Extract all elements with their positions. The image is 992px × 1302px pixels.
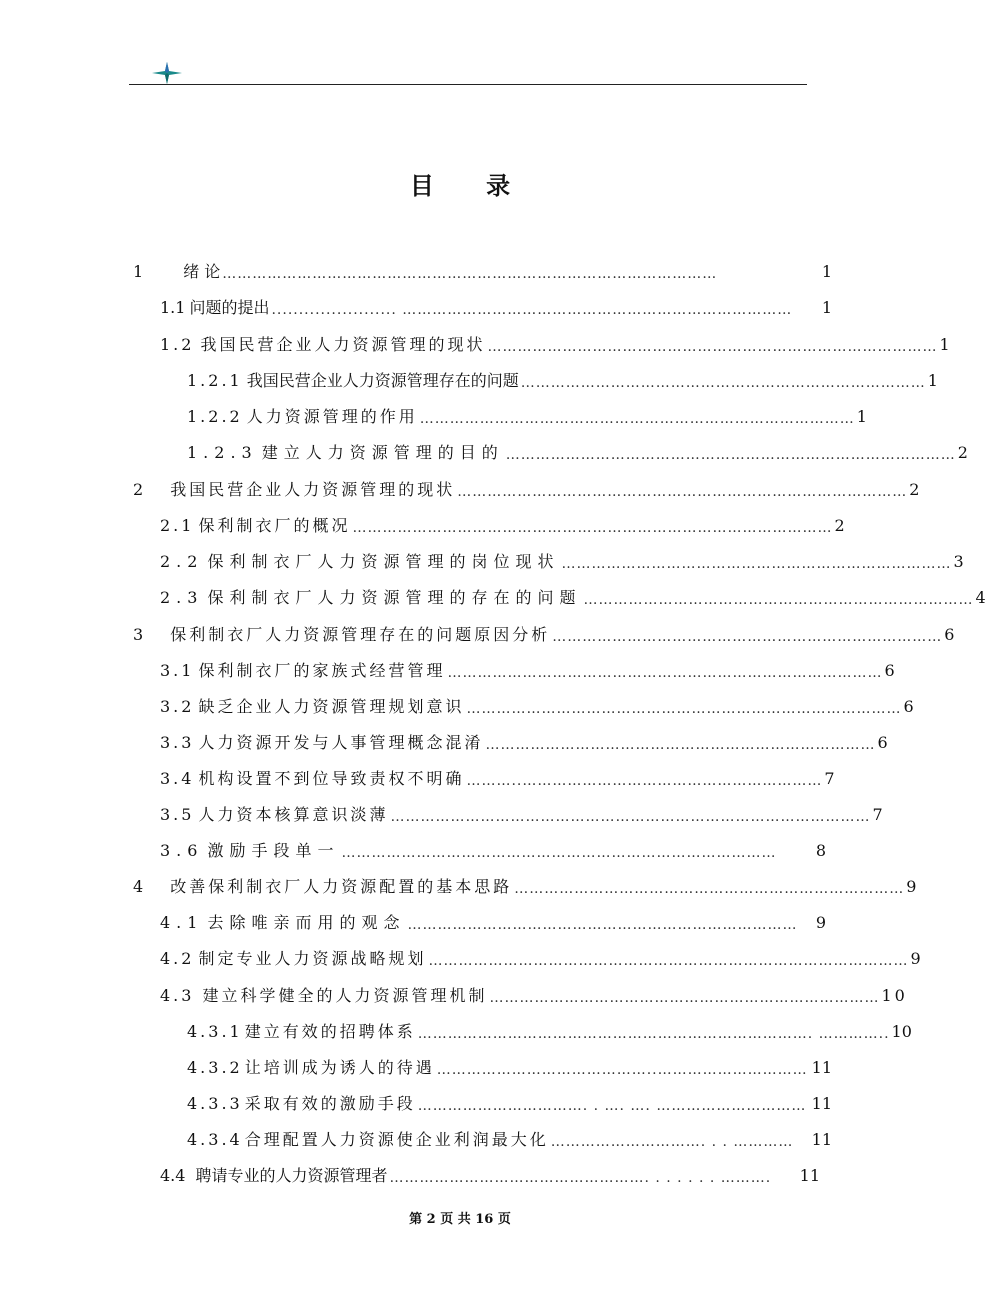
toc-label: 改善保利制衣厂人力资源配置的基本思路	[170, 877, 513, 896]
toc-entry[interactable]	[160, 295, 832, 321]
toc-entry[interactable]	[160, 983, 908, 1009]
toc-number: 2.2	[160, 552, 204, 571]
toc-leader: ………..……………………………………………………	[466, 773, 823, 789]
toc-leader: ………………………………………………………………………………	[505, 447, 956, 463]
toc-number: 4.2	[160, 949, 195, 968]
toc-leader: ……………………………………..…………………………	[436, 1062, 808, 1078]
toc-label: 问题的提出	[189, 298, 270, 317]
toc-entry[interactable]	[160, 766, 838, 792]
toc-leader: ……………………………………………………………………	[583, 592, 974, 608]
toc-page: 10	[891, 1022, 912, 1041]
toc-entry[interactable]	[133, 477, 923, 503]
toc-leader: ……………………………………………………………………	[552, 629, 943, 645]
toc-entry[interactable]	[187, 1091, 832, 1117]
toc-label: 保利制衣厂人力资源管理存在的问题原因分析	[170, 625, 551, 644]
toc-label: 让培训成为诱人的待遇	[244, 1058, 435, 1077]
toc-page: 8	[815, 841, 832, 860]
toc-page: 11	[811, 1130, 832, 1149]
toc-entry[interactable]	[160, 1163, 820, 1189]
toc-number: 1.2.1	[187, 371, 243, 390]
toc-number: 3.5	[160, 805, 195, 824]
toc-leader: ………………………………………………………………………………	[487, 339, 938, 355]
toc-entry[interactable]	[160, 946, 924, 972]
toc-page: 2	[834, 516, 848, 535]
toc-leader: ……………………………………………………………………	[489, 990, 880, 1006]
toc-label: 激励手段单一	[207, 841, 340, 860]
toc-page: 6	[877, 733, 891, 752]
toc-entry[interactable]	[160, 549, 970, 575]
toc-number: 2.1	[160, 516, 195, 535]
toc-label: 去除唯亲而用的观念	[207, 913, 406, 932]
toc-entry[interactable]	[160, 332, 953, 358]
toc-page: 2	[957, 443, 974, 462]
toc-number: 4.3.3	[187, 1094, 243, 1113]
toc-number: 1.1	[160, 298, 186, 317]
toc-number: 3	[133, 625, 147, 644]
toc-label: 我国民营企业人力资源管理的现状	[200, 335, 486, 354]
toc-entry[interactable]	[160, 513, 848, 539]
toc-page: 1	[856, 407, 867, 426]
toc-number: 1	[133, 262, 144, 281]
toc-number: 3.1	[160, 661, 195, 680]
toc-leader: ……………………………………………………………………	[561, 556, 952, 572]
toc-label: 建立科学健全的人力资源管理机制	[202, 986, 488, 1005]
toc-leader: ....................... ……………………………………………………………………	[271, 302, 793, 318]
toc-entry[interactable]	[187, 1019, 912, 1045]
toc-page: 1	[939, 335, 953, 354]
toc-entry[interactable]	[187, 404, 867, 430]
toc-label: 保利制衣厂人力资源管理的岗位现状	[207, 552, 560, 571]
toc-leader: ……………………………………………………………………………	[419, 411, 855, 427]
toc-number: 2	[133, 480, 147, 499]
toc-entry[interactable]	[160, 730, 891, 756]
toc-entry[interactable]	[133, 874, 920, 900]
toc-leader: ……………………………………………. . . . . . . ……….	[389, 1170, 772, 1186]
toc-leader: ……………………………………………………………………	[514, 881, 905, 897]
toc-label: 人力资本核算意识淡薄	[198, 805, 389, 824]
toc-leader: ……………………………………………………………………………………	[352, 520, 833, 536]
toc-entry[interactable]	[160, 658, 898, 684]
toc-entry[interactable]	[187, 1127, 832, 1153]
toc-leader: ……………………………………………………………………………	[466, 701, 902, 717]
toc-leader: ……………………………………………………………………………………	[390, 809, 871, 825]
toc-number: 1.2.2	[187, 407, 243, 426]
toc-page: 7	[824, 769, 838, 788]
toc-label: 保利制衣厂人力资源管理的存在的问题	[207, 588, 582, 607]
toc-page: 6	[903, 697, 917, 716]
toc-entry[interactable]	[133, 622, 958, 648]
page-title: 目 录	[409, 172, 533, 200]
toc-leader: ……………………………………………………………………………………	[428, 953, 909, 969]
toc-number: 3.6	[160, 841, 204, 860]
toc-label: 机构设置不到位导致责权不明确	[198, 769, 465, 788]
toc-number: 4.3.4	[187, 1130, 243, 1149]
toc-leader: ………………………………………………………………………………	[457, 484, 908, 500]
toc-page: 9	[815, 913, 832, 932]
toc-page: 10	[881, 986, 908, 1005]
toc-entry[interactable]	[133, 259, 832, 285]
toc-leader: …………………………. . . …………	[550, 1134, 794, 1150]
toc-number: 4.1	[160, 913, 204, 932]
toc-number: 3.4	[160, 769, 195, 788]
toc-entry[interactable]	[160, 802, 886, 828]
toc-label: 聘请专业的人力资源管理者	[195, 1166, 388, 1185]
toc-page: 11	[811, 1094, 832, 1113]
toc-page: 1	[927, 371, 938, 390]
toc-number: 4	[133, 877, 147, 896]
toc-page: 11	[811, 1058, 832, 1077]
toc-label: 人力资源开发与人事管理概念混淆	[198, 733, 484, 752]
toc-leader: ………………………………………………………………………………………	[222, 266, 718, 282]
toc-number: 1.2	[160, 335, 195, 354]
page-footer: 第 2 页 共 16 页	[409, 1212, 511, 1227]
toc-page: 4	[975, 588, 992, 607]
toc-leader: ……………………………………………………………………………	[447, 665, 883, 681]
toc-leader: ……………………………………………………………………	[407, 917, 798, 933]
toc-leader: ……………………………………………………………………………	[341, 845, 777, 861]
toc-label: 建立人力资源管理的目的	[261, 443, 504, 462]
toc-leader: ……………………………. . …. …. …………………………	[417, 1098, 807, 1114]
toc-number: 3.3	[160, 733, 195, 752]
toc-page: 9	[906, 877, 920, 896]
toc-page: 9	[910, 949, 924, 968]
toc-number: 4.3	[160, 986, 195, 1005]
toc-label: 建立有效的招聘体系	[244, 1022, 416, 1041]
toc-leader: ……………………………………………………………………	[485, 737, 876, 753]
toc-page: 1	[821, 298, 832, 317]
toc-page: 2	[909, 480, 923, 499]
toc-label: 我国民营企业人力资源管理存在的问题	[246, 371, 519, 390]
toc-entry[interactable]	[187, 440, 974, 466]
toc-number: 4.3.1	[187, 1022, 243, 1041]
toc-entry[interactable]	[187, 368, 938, 394]
toc-label: 合理配置人力资源使企业利润最大化	[244, 1130, 549, 1149]
toc-page: 6	[884, 661, 898, 680]
toc-page: 3	[953, 552, 970, 571]
toc-entry[interactable]	[160, 838, 832, 864]
toc-label: 人力资源管理的作用	[246, 407, 418, 426]
toc-number: 2.3	[160, 588, 204, 607]
toc-label: 绪 论	[183, 262, 221, 281]
toc-label: 采取有效的激励手段	[244, 1094, 416, 1113]
toc-number: 3.2	[160, 697, 195, 716]
toc-label: 保利制衣厂的概况	[198, 516, 351, 535]
toc-entry[interactable]	[187, 1055, 832, 1081]
toc-page: 11	[799, 1166, 820, 1185]
toc-entry[interactable]	[160, 585, 992, 611]
toc-number: 1.2.3	[187, 443, 258, 462]
toc-leader: ………………………………………………………………………	[520, 375, 926, 391]
toc-label: 缺乏企业人力资源管理规划意识	[198, 697, 465, 716]
toc-leader: ……………………………………………………………………. …………..	[417, 1026, 890, 1042]
toc-label: 制定专业人力资源战略规划	[198, 949, 427, 968]
toc-page: 6	[944, 625, 958, 644]
toc-label: 我国民营企业人力资源管理的现状	[170, 480, 456, 499]
toc-label: 保利制衣厂的家族式经营管理	[198, 661, 446, 680]
toc-page: 7	[872, 805, 886, 824]
toc-entry[interactable]	[160, 910, 832, 936]
toc-entry[interactable]	[160, 694, 917, 720]
toc-page: 1	[821, 262, 832, 281]
toc-number: 4.3.2	[187, 1058, 243, 1077]
toc-number: 4.4	[160, 1166, 186, 1185]
